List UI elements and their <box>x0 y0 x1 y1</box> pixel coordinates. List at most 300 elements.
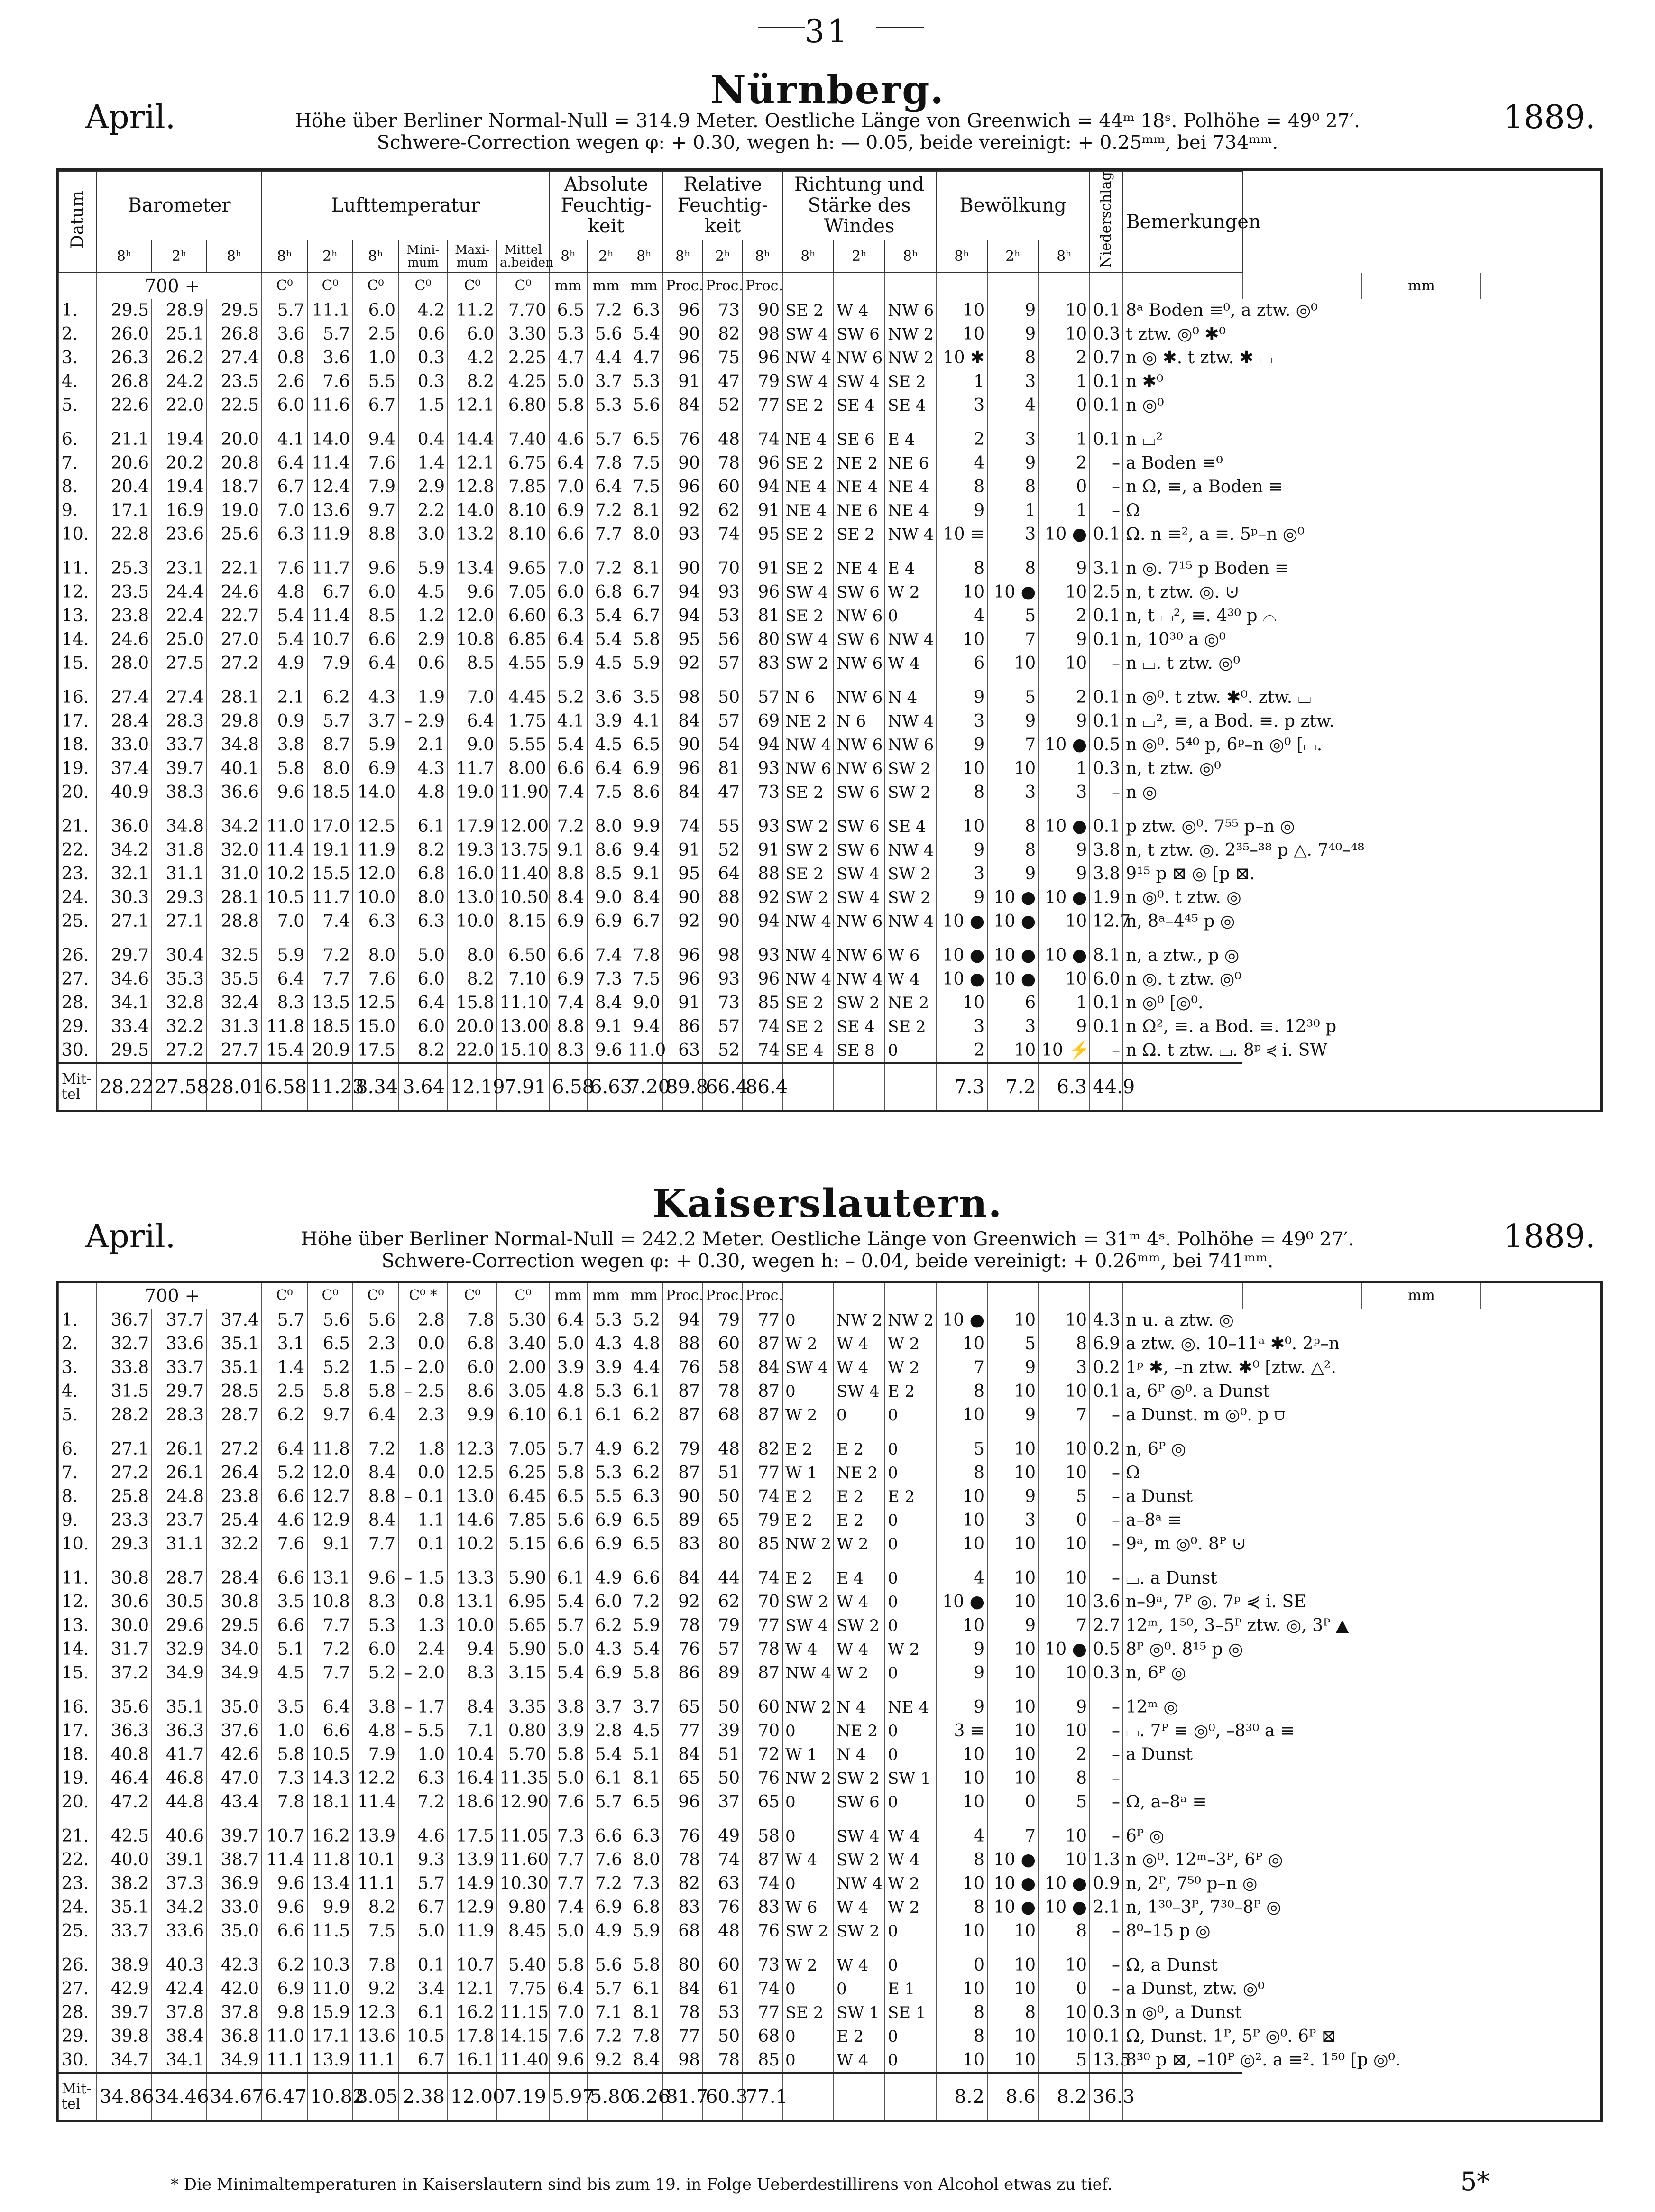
value-cell: 5.9 <box>549 652 587 675</box>
value-cell: 82 <box>663 1872 703 1896</box>
value-cell: 8 <box>987 557 1039 581</box>
remark-cell: n ◎⁰ <box>1123 394 1242 417</box>
value-cell: 29.5 <box>97 1039 152 1063</box>
value-cell: 6.6 <box>307 1719 353 1743</box>
remark-cell: n ◎ ✱. t ztw. ✱ ⌴ <box>1123 346 1242 370</box>
value-cell: 8.00 <box>497 757 549 781</box>
value-cell: 0.3 <box>1090 1661 1123 1685</box>
value-cell: 26.1 <box>152 1438 207 1461</box>
value-cell: 9.6 <box>587 1039 625 1063</box>
value-cell: 46.4 <box>97 1767 152 1790</box>
value-cell: 2.3 <box>353 1332 398 1356</box>
station-month: April. <box>85 99 176 136</box>
value-cell: 12.7 <box>1090 910 1123 933</box>
value-cell: 98 <box>743 323 782 346</box>
value-cell: 36.8 <box>207 2025 262 2048</box>
value-cell: 0.1 <box>1090 815 1123 839</box>
day-cell: 8. <box>59 475 97 499</box>
mittel-cell: 12.19 <box>448 1063 497 1110</box>
value-cell: 32.7 <box>97 1332 152 1356</box>
value-cell: 6.3 <box>398 1767 448 1790</box>
value-cell: 6.9 <box>587 1896 625 1919</box>
value-cell: NE 4 <box>885 1696 936 1719</box>
value-cell: 3.35 <box>497 1696 549 1719</box>
value-cell: 0 <box>885 1614 936 1638</box>
value-cell: 44.8 <box>152 1790 207 1814</box>
value-cell: 17.1 <box>307 2025 353 2048</box>
value-cell: 94 <box>663 581 703 604</box>
value-cell: 2.8 <box>587 1719 625 1743</box>
mittel-cell: 44.9 <box>1090 1063 1123 1110</box>
value-cell: 31.5 <box>97 1380 152 1403</box>
value-cell: 5.7 <box>587 1977 625 2001</box>
subheader-h8: 8ʰ <box>97 240 152 273</box>
value-cell: 12.8 <box>448 475 497 499</box>
value-cell: 52 <box>703 839 743 862</box>
value-cell: 12.9 <box>448 1896 497 1919</box>
value-cell: 0.1 <box>1090 686 1123 710</box>
data-row <box>59 968 1600 991</box>
day-cell: 16. <box>59 686 97 710</box>
value-cell: 3.9 <box>549 1356 587 1380</box>
value-cell: SW 6 <box>834 815 885 839</box>
mittel-cell: 5.80 <box>587 2073 625 2120</box>
value-cell: 20.8 <box>207 452 262 475</box>
value-cell: 5.8 <box>625 1954 663 1977</box>
subheader-mini: Mini-mum <box>398 240 448 273</box>
value-cell: 0.1 <box>1090 370 1123 394</box>
value-cell: 0.1 <box>1090 428 1123 452</box>
value-cell: 13.00 <box>497 1015 549 1039</box>
value-cell: 7.2 <box>587 557 625 581</box>
value-cell: 10 <box>987 1719 1039 1743</box>
value-cell: SW 1 <box>885 1767 936 1790</box>
unit-label: C⁰ <box>448 273 497 299</box>
value-cell: 7.5 <box>353 1919 398 1943</box>
unit-label: 700 + <box>97 273 262 299</box>
value-cell: 10.4 <box>448 1743 497 1767</box>
value-cell: 10.3 <box>307 1954 353 1977</box>
value-cell: 11.7 <box>448 757 497 781</box>
value-cell: 8.5 <box>587 862 625 886</box>
unit-label: C⁰ <box>497 1283 549 1309</box>
value-cell: 11.1 <box>262 2048 307 2073</box>
value-cell: NW 6 <box>834 910 885 933</box>
value-cell: 10 <box>1039 299 1090 323</box>
value-cell: 14.0 <box>353 781 398 804</box>
value-cell: 0.1 <box>398 1532 448 1556</box>
value-cell: 3 <box>1039 1356 1090 1380</box>
value-cell: 7.8 <box>353 1954 398 1977</box>
value-cell: 11.5 <box>307 1919 353 1943</box>
unit-label: mm <box>1362 273 1481 299</box>
value-cell: 1.5 <box>353 1356 398 1380</box>
value-cell: 7.7 <box>549 1872 587 1896</box>
value-cell: 17.1 <box>97 499 152 523</box>
value-cell: 3 <box>1039 781 1090 804</box>
value-cell: – <box>1090 452 1123 475</box>
day-cell: 14. <box>59 628 97 652</box>
value-cell: 73 <box>743 781 782 804</box>
day-cell: 23. <box>59 1872 97 1896</box>
value-cell: 90 <box>663 886 703 910</box>
value-cell: 6.0 <box>398 1015 448 1039</box>
value-cell: 28.0 <box>97 652 152 675</box>
value-cell: 4.2 <box>448 346 497 370</box>
value-cell: 7.2 <box>549 815 587 839</box>
value-cell: 3 <box>936 862 987 886</box>
data-row <box>59 557 1600 581</box>
value-cell: E 2 <box>782 1438 834 1461</box>
value-cell: 75 <box>703 346 743 370</box>
mittel-cell: 3.64 <box>398 1063 448 1110</box>
value-cell: E 2 <box>834 1485 885 1509</box>
day-cell: 21. <box>59 1825 97 1848</box>
value-cell: 31.8 <box>152 839 207 862</box>
value-cell: 1.75 <box>497 710 549 733</box>
value-cell: 12.5 <box>353 991 398 1015</box>
value-cell: 0 <box>885 1403 936 1427</box>
value-cell: 12.00 <box>497 815 549 839</box>
value-cell: 9.3 <box>398 1848 448 1872</box>
value-cell: E 1 <box>885 1977 936 2001</box>
value-cell: 3.30 <box>497 323 549 346</box>
data-row <box>59 1896 1600 1919</box>
value-cell: 7.5 <box>625 968 663 991</box>
value-cell: 37.3 <box>152 1872 207 1896</box>
value-cell: 61 <box>703 1977 743 2001</box>
value-cell: 5.7 <box>262 1309 307 1332</box>
value-cell: 4.3 <box>398 757 448 781</box>
value-cell: 8.7 <box>307 733 353 757</box>
value-cell: 22.0 <box>152 394 207 417</box>
value-cell: 37.4 <box>207 1309 262 1332</box>
value-cell: 10.2 <box>262 862 307 886</box>
value-cell: 10.2 <box>448 1532 497 1556</box>
value-cell: 5.9 <box>398 557 448 581</box>
value-cell: 2.3 <box>398 1403 448 1427</box>
value-cell: 7.6 <box>549 1790 587 1814</box>
value-cell: 95 <box>663 862 703 886</box>
value-cell: 80 <box>663 1954 703 1977</box>
value-cell: 34.2 <box>152 1896 207 1919</box>
value-cell: 5.1 <box>625 1743 663 1767</box>
value-cell: 34.9 <box>152 1661 207 1685</box>
value-cell: 9.0 <box>448 733 497 757</box>
value-cell: 9.4 <box>625 1015 663 1039</box>
value-cell: – <box>1090 1696 1123 1719</box>
value-cell: 12.4 <box>307 475 353 499</box>
value-cell: 93 <box>663 523 703 546</box>
value-cell: 3.8 <box>262 733 307 757</box>
value-cell: 24.4 <box>152 581 207 604</box>
value-cell: 41.7 <box>152 1743 207 1767</box>
data-row <box>59 1590 1600 1614</box>
value-cell: 7.4 <box>307 910 353 933</box>
value-cell: 10 <box>936 1403 987 1427</box>
unit-label: C⁰ <box>353 1283 398 1309</box>
value-cell: 8 <box>1039 1919 1090 1943</box>
value-cell: 9.9 <box>625 815 663 839</box>
value-cell: 0.6 <box>398 652 448 675</box>
data-row <box>59 346 1600 370</box>
subheader-h2: 2ʰ <box>987 240 1039 273</box>
value-cell: 85 <box>743 1532 782 1556</box>
data-row <box>59 323 1600 346</box>
data-row <box>59 710 1600 733</box>
value-cell: 9.2 <box>587 2048 625 2073</box>
value-cell: 0.8 <box>262 346 307 370</box>
value-cell: 19.0 <box>207 499 262 523</box>
value-cell: 11.6 <box>307 394 353 417</box>
value-cell: 82 <box>743 1438 782 1461</box>
value-cell: 24.6 <box>97 628 152 652</box>
value-cell: 9 <box>1039 710 1090 733</box>
value-cell: 8.4 <box>549 886 587 910</box>
value-cell: 10 <box>1039 2001 1090 2025</box>
value-cell: 5.7 <box>549 1614 587 1638</box>
value-cell: 10 ● <box>936 944 987 968</box>
value-cell: 1 <box>1039 370 1090 394</box>
value-cell: 5.3 <box>587 1309 625 1332</box>
data-row <box>59 1015 1600 1039</box>
value-cell: 91 <box>663 991 703 1015</box>
value-cell: 8.2 <box>398 839 448 862</box>
value-cell: SE 2 <box>782 299 834 323</box>
value-cell: 4.5 <box>587 733 625 757</box>
day-cell: 19. <box>59 1767 97 1790</box>
value-cell: 91 <box>743 557 782 581</box>
value-cell: 10 ● <box>936 910 987 933</box>
day-cell: 30. <box>59 2048 97 2073</box>
value-cell: 90 <box>663 452 703 475</box>
value-cell: 9.6 <box>448 581 497 604</box>
value-cell: 5.4 <box>549 1590 587 1614</box>
value-cell: 5.3 <box>353 1614 398 1638</box>
value-cell: 8.2 <box>398 1039 448 1063</box>
value-cell: – <box>1090 1825 1123 1848</box>
value-cell: 4.9 <box>587 1567 625 1590</box>
value-cell: NW 4 <box>885 910 936 933</box>
day-cell: 3. <box>59 1356 97 1380</box>
value-cell: SE 2 <box>885 1015 936 1039</box>
remark-cell: Ω, a–8ᵃ ≡ <box>1123 1790 1242 1814</box>
day-cell: 21. <box>59 815 97 839</box>
mittel-cell: 6.63 <box>587 1063 625 1110</box>
value-cell: 4.1 <box>625 710 663 733</box>
value-cell: 2.5 <box>353 323 398 346</box>
value-cell: 94 <box>743 475 782 499</box>
unit-label: C⁰ <box>353 273 398 299</box>
value-cell: 3.0 <box>398 523 448 546</box>
unit-label: mm <box>549 1283 587 1309</box>
remark-cell: n Ω. t ztw. ⌴. 8ᵖ ⋞ i. SW <box>1123 1039 1242 1063</box>
value-cell: NW 4 <box>885 523 936 546</box>
value-cell: NW 2 <box>782 1532 834 1556</box>
value-cell: 5.0 <box>549 1919 587 1943</box>
value-cell: SE 2 <box>834 523 885 546</box>
value-cell: 63 <box>663 1039 703 1063</box>
remark-cell: n ◎⁰. 12ᵐ–3ᴾ, 6ᴾ ◎ <box>1123 1848 1242 1872</box>
value-cell: 86 <box>663 1015 703 1039</box>
value-cell: – 0.1 <box>398 1485 448 1509</box>
value-cell: 10 <box>936 1532 987 1556</box>
value-cell: 8.2 <box>353 1896 398 1919</box>
value-cell: 35.1 <box>207 1332 262 1356</box>
value-cell: 8.45 <box>497 1919 549 1943</box>
value-cell: 2.6 <box>262 370 307 394</box>
value-cell: 29.6 <box>152 1614 207 1638</box>
value-cell: 83 <box>663 1896 703 1919</box>
value-cell: SE 4 <box>834 394 885 417</box>
value-cell: 76 <box>743 1919 782 1943</box>
day-cell: 16. <box>59 1696 97 1719</box>
value-cell: 9.4 <box>448 1638 497 1661</box>
value-cell: 16.2 <box>307 1825 353 1848</box>
value-cell: – 2.0 <box>398 1661 448 1685</box>
day-cell: 11. <box>59 1567 97 1590</box>
value-cell: 35.1 <box>152 1696 207 1719</box>
value-cell: 77 <box>663 1719 703 1743</box>
value-cell: SW 2 <box>834 1614 885 1638</box>
value-cell: 90 <box>743 299 782 323</box>
value-cell: NW 6 <box>834 757 885 781</box>
value-cell: 5.15 <box>497 1532 549 1556</box>
value-cell: 2 <box>1039 604 1090 628</box>
remark-cell: 8³⁰ p ⊠, –10ᴾ ◎². a ≡². 1⁵⁰ [p ◎⁰. <box>1123 2048 1242 2073</box>
value-cell: 30.6 <box>97 1590 152 1614</box>
value-cell: 3.7 <box>353 710 398 733</box>
value-cell: 7.10 <box>497 968 549 991</box>
value-cell: 5.6 <box>625 394 663 417</box>
remark-cell: n ◎. 7¹⁵ p Boden ≡ <box>1123 557 1242 581</box>
value-cell: 20.0 <box>207 428 262 452</box>
data-row <box>59 1919 1600 1943</box>
data-row <box>59 733 1600 757</box>
value-cell: 18.5 <box>307 1015 353 1039</box>
unit-label: Proc. <box>663 1283 703 1309</box>
value-cell: 17.0 <box>307 815 353 839</box>
value-cell: 13.1 <box>307 1567 353 1590</box>
data-row <box>59 523 1600 546</box>
value-cell: 11.1 <box>307 299 353 323</box>
day-cell: 7. <box>59 1461 97 1485</box>
unit-label: Proc. <box>663 273 703 299</box>
value-cell: 8.8 <box>353 523 398 546</box>
value-cell: 93 <box>743 757 782 781</box>
value-cell: 5.6 <box>353 1309 398 1332</box>
value-cell: 10 <box>936 1614 987 1638</box>
value-cell: 6.6 <box>587 1825 625 1848</box>
value-cell: 3 <box>936 710 987 733</box>
data-row <box>59 1485 1600 1509</box>
value-cell: 5.4 <box>262 604 307 628</box>
remark-cell <box>1123 1767 1242 1790</box>
data-row <box>59 1743 1600 1767</box>
value-cell: 6.2 <box>587 1614 625 1638</box>
value-cell: W 2 <box>885 1356 936 1380</box>
data-row <box>59 475 1600 499</box>
value-cell: 20.0 <box>448 1015 497 1039</box>
remark-cell: Ω, Dunst. 1ᴾ, 5ᴾ ◎⁰. 6ᴾ ⊠ <box>1123 2025 1242 2048</box>
value-cell: 96 <box>663 475 703 499</box>
mittel-cell: 34.67 <box>207 2073 262 2120</box>
value-cell: SW 2 <box>782 1919 834 1943</box>
value-cell: 93 <box>743 944 782 968</box>
value-cell: 76 <box>743 1767 782 1790</box>
data-row <box>59 299 1600 323</box>
value-cell: 9.1 <box>307 1532 353 1556</box>
value-cell: 8.2 <box>448 370 497 394</box>
value-cell: 10 <box>936 2048 987 2073</box>
value-cell: NW 6 <box>834 733 885 757</box>
value-cell: 36.3 <box>152 1719 207 1743</box>
value-cell: 3.6 <box>587 686 625 710</box>
value-cell: 23.3 <box>97 1509 152 1532</box>
value-cell: E 4 <box>885 428 936 452</box>
mittel-cell: 12.00 <box>448 2073 497 2120</box>
day-cell: 25. <box>59 910 97 933</box>
value-cell: 9.1 <box>549 839 587 862</box>
value-cell: 5.40 <box>497 1954 549 1977</box>
value-cell: SE 4 <box>885 815 936 839</box>
data-row <box>59 428 1600 452</box>
value-cell: 6.2 <box>262 1403 307 1427</box>
day-cell: 26. <box>59 1954 97 1977</box>
value-cell: SW 6 <box>834 581 885 604</box>
value-cell: 0 <box>987 1790 1039 1814</box>
value-cell: 37.7 <box>152 1309 207 1332</box>
value-cell: 10.5 <box>262 886 307 910</box>
value-cell: NW 4 <box>782 733 834 757</box>
value-cell: 6.9 <box>587 1509 625 1532</box>
value-cell: 9 <box>936 1696 987 1719</box>
value-cell: SW 4 <box>782 370 834 394</box>
value-cell: SE 2 <box>782 1015 834 1039</box>
value-cell: NE 4 <box>782 475 834 499</box>
station-month: April. <box>85 1218 176 1255</box>
value-cell: 77 <box>743 2001 782 2025</box>
value-cell: 9.6 <box>262 1872 307 1896</box>
value-cell: 0.9 <box>1090 1872 1123 1896</box>
value-cell: 7.8 <box>625 944 663 968</box>
value-cell: 6.60 <box>497 604 549 628</box>
value-cell: 12.90 <box>497 1790 549 1814</box>
value-cell: 9.6 <box>353 1567 398 1590</box>
value-cell: 27.2 <box>97 1461 152 1485</box>
value-cell: 47.2 <box>97 1790 152 1814</box>
value-cell: 5 <box>1039 2048 1090 2073</box>
value-cell: 8.3 <box>353 1590 398 1614</box>
value-cell: 50 <box>703 1696 743 1719</box>
value-cell: NE 2 <box>834 1461 885 1485</box>
value-cell: 91 <box>743 499 782 523</box>
data-row <box>59 1356 1600 1380</box>
value-cell: 7.0 <box>549 475 587 499</box>
value-cell: 89 <box>663 1509 703 1532</box>
data-row <box>59 1848 1600 1872</box>
value-cell: SE 1 <box>885 2001 936 2025</box>
value-cell: 0 <box>885 1039 936 1063</box>
value-cell: 1 <box>936 370 987 394</box>
value-cell: 27.1 <box>152 910 207 933</box>
mittel-cell: 6.47 <box>262 2073 307 2120</box>
remark-cell: a–8ᵃ ≡ <box>1123 1509 1242 1532</box>
value-cell: 7.2 <box>587 2025 625 2048</box>
value-cell: 10 <box>936 1509 987 1532</box>
value-cell: 4.6 <box>398 1825 448 1848</box>
data-row <box>59 604 1600 628</box>
